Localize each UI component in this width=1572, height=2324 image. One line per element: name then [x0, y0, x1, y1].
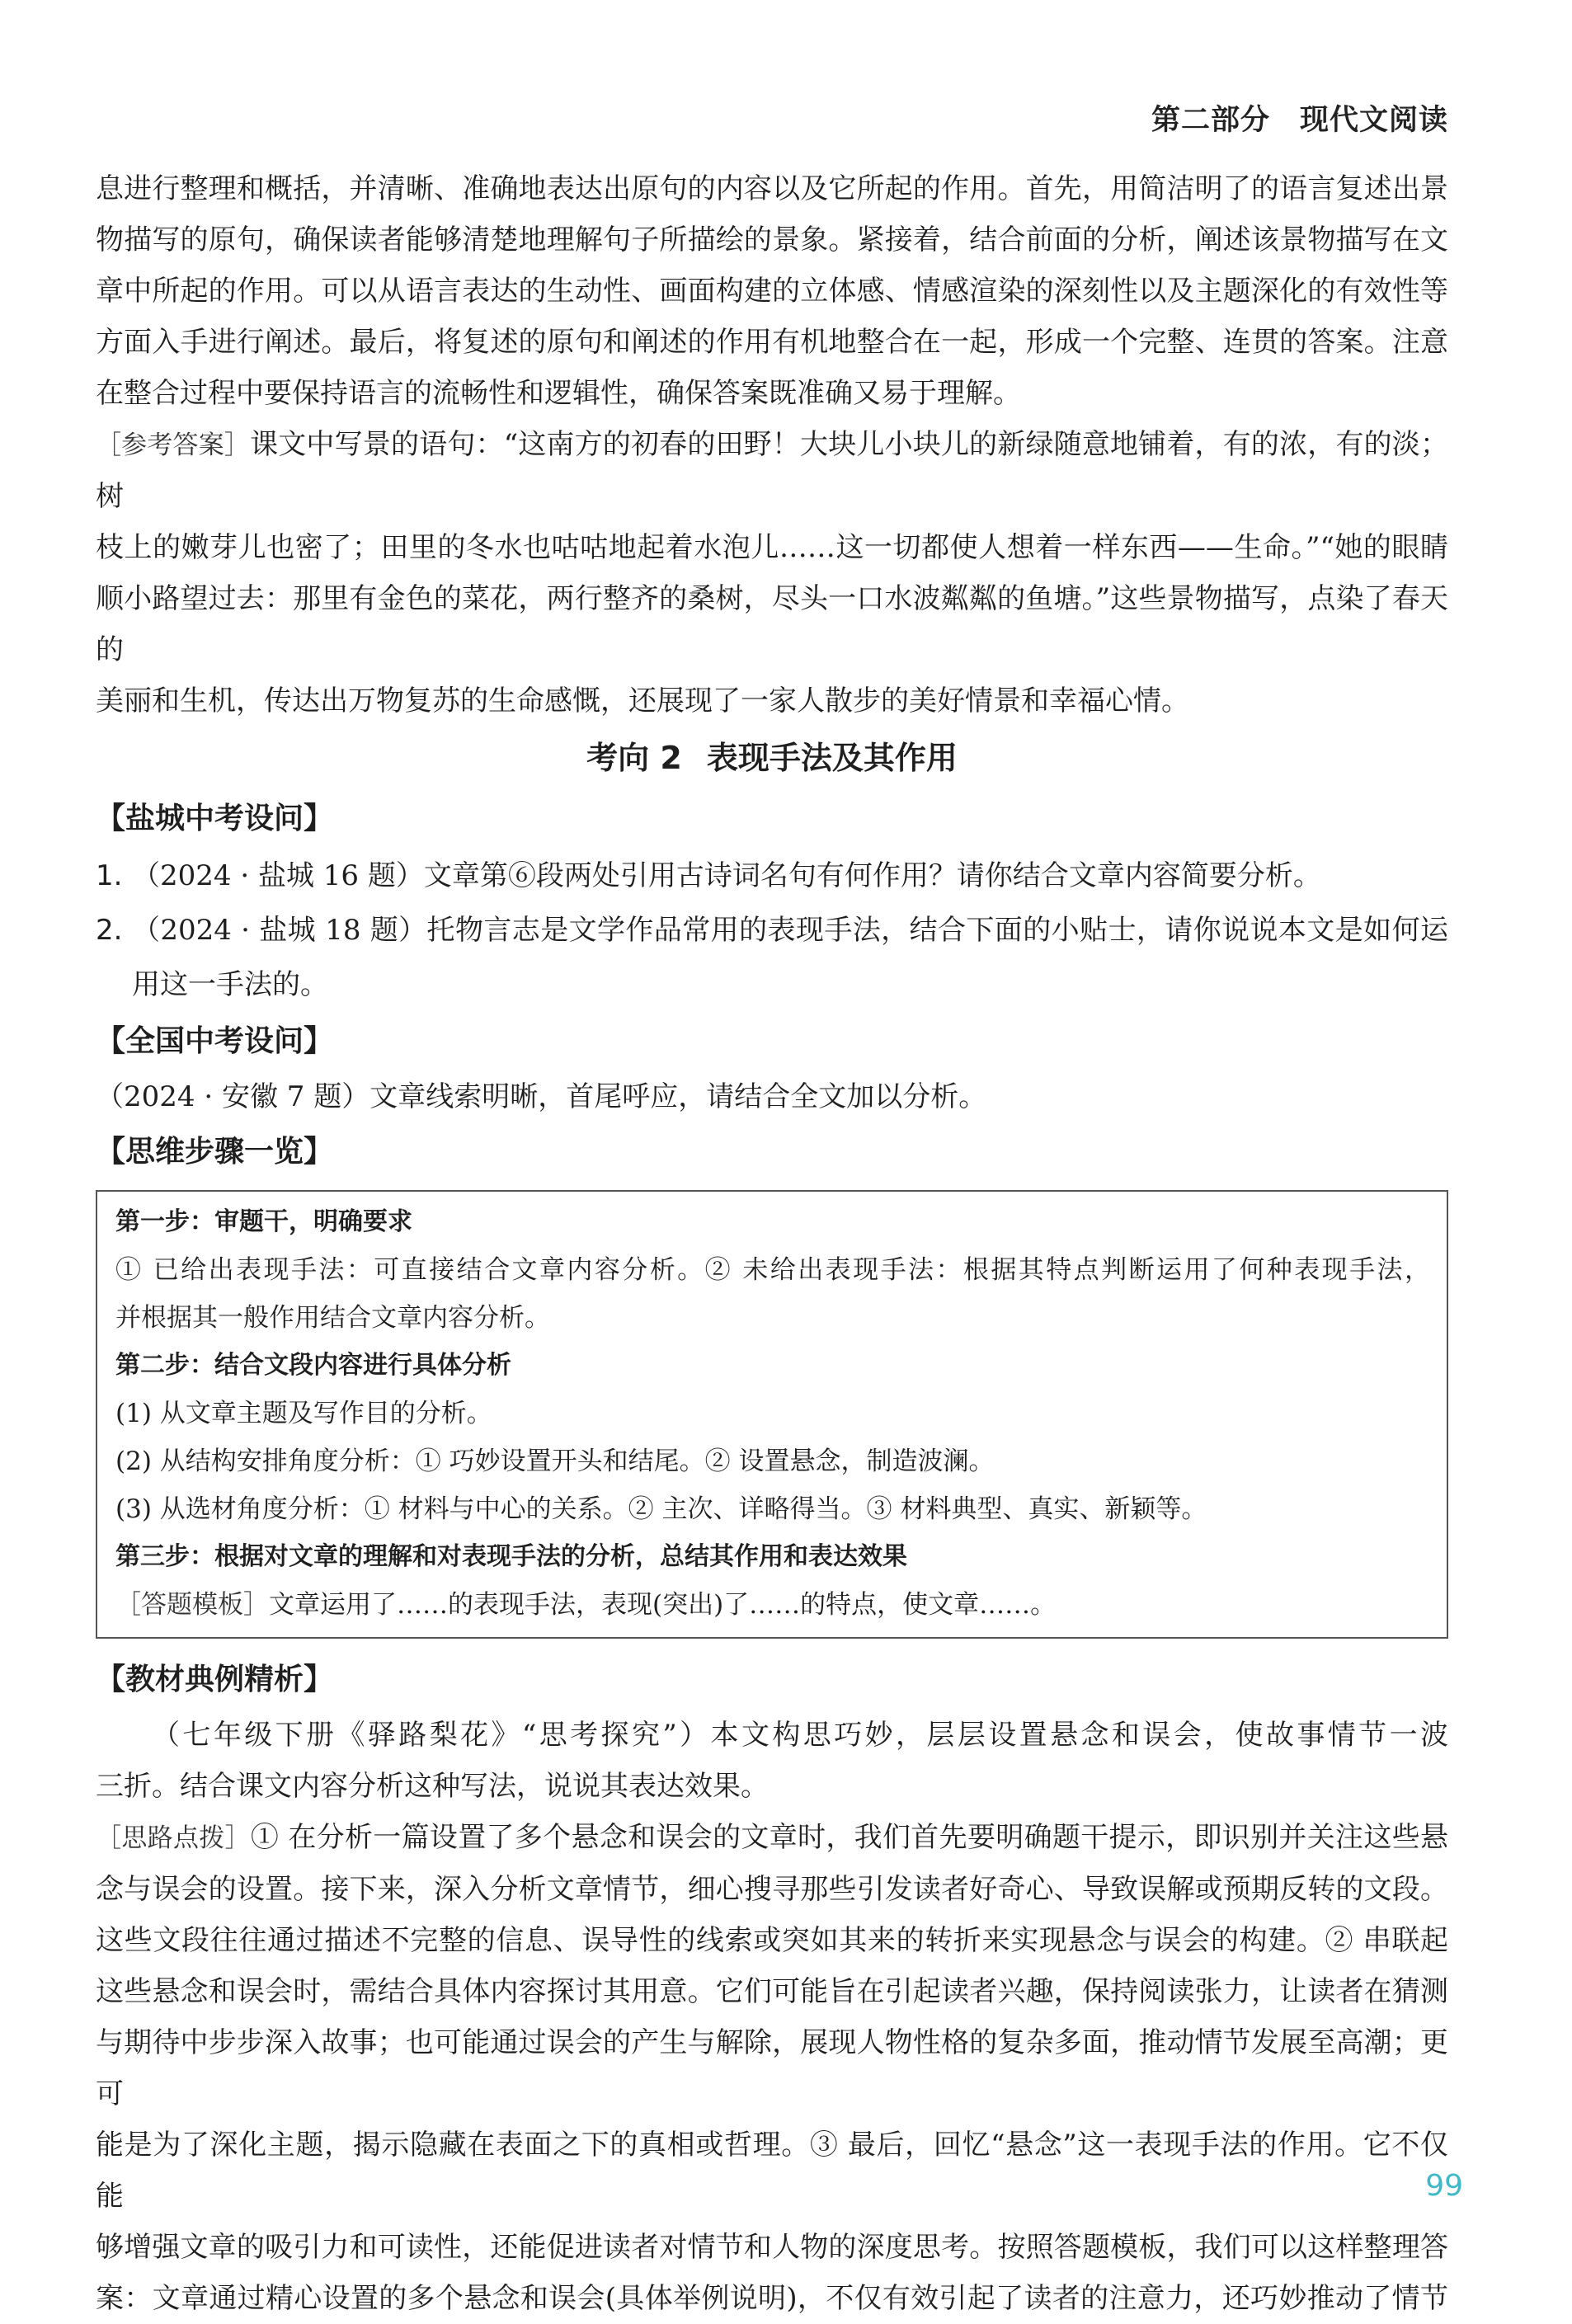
hint-line: 念与误会的设置。接下来，深入分析文章情节，细心搜寻那些引发读者好奇心、导致误解或预期反转的文段。 [96, 1873, 1448, 1906]
hint-line: 能是为了深化主题，揭示隐藏在表面之下的真相或哲理。③ 最后，回忆“悬念”这一表现手法的作用。它不仅能 [96, 2129, 1448, 2213]
steps-box [96, 1190, 1448, 1639]
example-question-line: （七年级下册《驿路梨花》“思考探究”）本文构思巧妙，层层设置悬念和误会，使故事情节一波 [152, 1719, 1448, 1752]
hint-line: 够增强文章的吸引力和可读性，还能促进读者对情节和人物的深度思考。按照答题模板，我们可以这样整理答 [96, 2231, 1448, 2264]
step1-title: 第一步：审题干，明确要求 [115, 1207, 412, 1236]
section-title-text: 表现手法及其作用 [706, 740, 958, 776]
national-heading: 【全国中考设问】 [96, 1024, 334, 1058]
header-part: 第二部分 [1151, 104, 1270, 137]
intro-line: 物描写的原句，确保读者能够清楚地理解句子所描绘的景象。紧接着，结合前面的分析，阐述该景物描写在文 [96, 223, 1448, 256]
hint-tag: ［思路点拨］ [96, 1823, 251, 1853]
example-heading: 【教材典例精析】 [96, 1663, 334, 1696]
intro-line: 在整合过程中要保持语言的流畅性和逻辑性，确保答案既准确又易于理解。 [96, 377, 1021, 410]
page-number: 99 [1425, 2169, 1463, 2203]
intro-line: 息进行整理和概括，并清晰、准确地表达出原句的内容以及它所起的作用。首先，用简洁明了的语言复述出景 [96, 172, 1448, 205]
page-content [96, 163, 1448, 2324]
step1-line: 并根据其一般作用结合文章内容分析。 [115, 1303, 550, 1333]
question-item [96, 849, 1448, 903]
question-number: 2. [96, 914, 123, 947]
section-label: 考向 2 [586, 740, 682, 776]
step3-title: 第三步：根据对文章的理解和对表现手法的分析，总结其作用和表达效果 [115, 1542, 907, 1571]
hint-line: ① 在分析一篇设置了多个悬念和误会的文章时，我们首先要明确题干提示，即识别并关注这些悬 [250, 1821, 1448, 1854]
reference-answer-line: 顺小路望过去：那里有金色的菜花，两行整齐的桑树，尽头一口水波粼粼的鱼塘。”这些景物描写，点染了春天的 [96, 582, 1448, 666]
template-tag: ［答题模板］ [115, 1590, 269, 1620]
hint-line: 案：文章通过精心设置的多个悬念和误会(具体举例说明)，不仅有效引起了读者的注意力，还巧妙推动了情节 [96, 2282, 1448, 2315]
hint-line: 与期待中步步深入故事；也可能通过误会的产生与解除，展现人物性格的复杂多面，推动情节发展至高潮；更可 [96, 2026, 1448, 2110]
step2-item: (1) 从文章主题及写作目的分析。 [115, 1399, 492, 1428]
hint-line: 这些文段往往通过描述不完整的信息、误导性的线索或突如其来的转折来实现悬念与误会的构建。② 串联起 [96, 1924, 1448, 1957]
national-question: （2024 · 安徽 7 题）文章线索明晰，首尾呼应，请结合全文加以分析。 [96, 1080, 987, 1113]
example-question-line: 三折。结合课文内容分析这种写法，说说其表达效果。 [96, 1770, 769, 1803]
intro-line: 章中所起的作用。可以从语言表达的生动性、画面构建的立体感、情感渲染的深刻性以及主题深化的有效性等 [96, 275, 1448, 308]
steps-heading: 【思维步骤一览】 [96, 1135, 334, 1169]
template-text: 文章运用了……的表现手法，表现(突出)了……的特点，使文章……。 [269, 1590, 1057, 1620]
step2-item: (2) 从结构安排角度分析：① 巧妙设置开头和结尾。② 设置悬念，制造波澜。 [115, 1447, 995, 1476]
hint-paragraph [96, 1812, 1448, 2324]
hint-line: 这些悬念和误会时，需结合具体内容探讨其用意。它们可能旨在引起读者兴趣，保持阅读张力，让读者在猜测 [96, 1975, 1448, 2008]
yancheng-heading: 【盐城中考设问】 [96, 802, 334, 835]
question-text: （2024 · 盐城 16 题）文章第⑥段两处引用古诗词名句有何作用？请你结合文章内容简要分析。 [132, 859, 1321, 892]
question-item [96, 903, 1448, 1012]
page-header [1151, 97, 1448, 139]
question-text: （2024 · 盐城 18 题）托物言志是文学作品常用的表现手法，结合下面的小贴士，请你说说本文是如何运用这一手法的。 [132, 914, 1448, 1001]
reference-answer-line: 课文中写景的语句：“这南方的初春的田野！大块儿小块儿的新绿随意地铺着，有的浓，有的淡；树 [96, 428, 1448, 513]
question-number: 1. [96, 859, 123, 892]
section-title [96, 727, 1448, 789]
intro-line: 方面入手进行阐述。最后，将复述的原句和阐述的作用有机地整合在一起，形成一个完整、连贯的答案。注意 [96, 326, 1448, 359]
step2-title: 第二步：结合文段内容进行具体分析 [115, 1351, 511, 1380]
reference-answer-tag: ［参考答案］ [96, 430, 251, 460]
reference-answer-line: 枝上的嫩芽儿也密了；田里的冬水也咕咕地起着水泡儿……这一切都使人想着一样东西——生命。”“她的眼睛 [96, 531, 1448, 564]
intro-paragraph [96, 163, 1448, 419]
header-title: 现代文阅读 [1299, 104, 1448, 137]
reference-answer-line: 美丽和生机，传达出万物复苏的生命感慨，还展现了一家人散步的美好情景和幸福心情。 [96, 684, 1189, 717]
step1-line: ① 已给出表现手法：可直接结合文章内容分析。② 未给出表现手法：根据其特点判断运用了何种表现手法， [115, 1255, 1430, 1285]
step2-item: (3) 从选材角度分析：① 材料与中心的关系。② 主次、详略得当。③ 材料典型、真实、新颖等。 [115, 1494, 1207, 1524]
reference-answer [96, 419, 1448, 727]
